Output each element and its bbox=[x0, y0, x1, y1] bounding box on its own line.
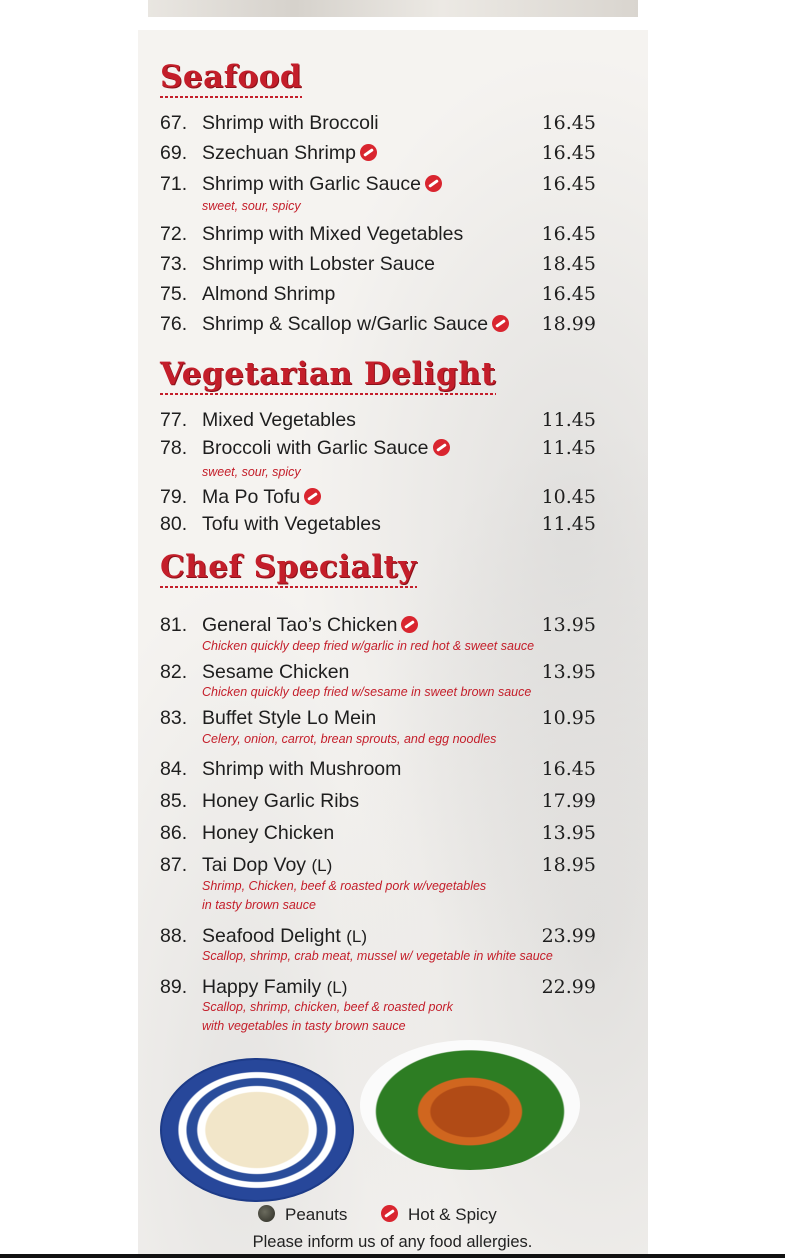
item-name: Almond Shrimp bbox=[202, 283, 336, 305]
item-price: 18.99 bbox=[541, 313, 596, 335]
item-name: Ma Po Tofu bbox=[202, 486, 301, 508]
item-price: 13.95 bbox=[541, 614, 596, 636]
section-title-chef: Chef Specialty bbox=[160, 549, 417, 585]
item-number: 86. bbox=[160, 822, 188, 844]
item-description: Scallop, shrimp, crab meat, mussel w/ vegetable in white sauce bbox=[202, 949, 553, 963]
menu-item bbox=[160, 756, 596, 782]
hot-spicy-icon bbox=[304, 488, 321, 505]
menu-item bbox=[160, 435, 596, 461]
item-name-wrap bbox=[202, 923, 367, 950]
seafood-plate-photo bbox=[160, 1058, 354, 1202]
item-price: 18.95 bbox=[541, 854, 596, 876]
item-description: Chicken quickly deep fried w/garlic in red hot & sweet sauce bbox=[202, 639, 535, 653]
item-description: Shrimp, Chicken, beef & roasted pork w/vegetables bbox=[202, 879, 487, 893]
menu-item bbox=[160, 974, 596, 1000]
item-name-wrap bbox=[202, 612, 418, 638]
item-name: Shrimp & Scallop w/Garlic Sauce bbox=[202, 313, 489, 335]
item-name: Seafood Delight bbox=[202, 925, 341, 947]
item-number: 87. bbox=[160, 854, 188, 876]
item-size-label: (L) bbox=[346, 927, 367, 946]
item-number: 78. bbox=[160, 437, 188, 459]
menu-item bbox=[160, 511, 596, 537]
item-name: Honey Garlic Ribs bbox=[202, 790, 360, 812]
item-number: 67. bbox=[160, 112, 188, 134]
item-description: sweet, sour, spicy bbox=[202, 199, 301, 213]
menu-item bbox=[160, 251, 596, 277]
menu-item bbox=[160, 110, 596, 136]
item-name-wrap bbox=[202, 311, 509, 337]
item-price: 16.45 bbox=[541, 142, 596, 164]
hot-spicy-icon bbox=[401, 616, 418, 633]
hot-spicy-icon bbox=[381, 1205, 398, 1222]
item-name: Sesame Chicken bbox=[202, 661, 350, 683]
item-price: 11.45 bbox=[541, 437, 596, 459]
menu-item bbox=[160, 612, 596, 638]
allergy-notice: Please inform us of any food allergies. bbox=[252, 1233, 533, 1251]
item-name: Shrimp with Garlic Sauce bbox=[202, 173, 421, 195]
item-number: 77. bbox=[160, 409, 188, 431]
item-name: Tofu with Vegetables bbox=[202, 513, 381, 535]
item-name: Shrimp with Mixed Vegetables bbox=[202, 223, 464, 245]
menu-item bbox=[160, 281, 596, 307]
item-number: 85. bbox=[160, 790, 188, 812]
item-number: 72. bbox=[160, 223, 188, 245]
item-price: 11.45 bbox=[541, 513, 596, 535]
item-name: Szechuan Shrimp bbox=[202, 142, 356, 164]
legend-peanuts bbox=[258, 1204, 347, 1226]
item-price: 22.99 bbox=[541, 976, 596, 998]
item-name: Mixed Vegetables bbox=[202, 409, 356, 431]
item-name-wrap bbox=[202, 484, 321, 510]
item-number: 71. bbox=[160, 173, 188, 195]
item-description: Chicken quickly deep fried w/sesame in sweet brown sauce bbox=[202, 685, 532, 699]
item-number: 73. bbox=[160, 253, 188, 275]
item-number: 81. bbox=[160, 614, 188, 636]
item-description-line2: in tasty brown sauce bbox=[202, 898, 316, 912]
menu-item bbox=[160, 311, 596, 337]
item-number: 75. bbox=[160, 283, 188, 305]
section-title-seafood: Seafood bbox=[160, 59, 303, 95]
item-price: 13.95 bbox=[541, 661, 596, 683]
item-price: 23.99 bbox=[541, 925, 596, 947]
item-name: Happy Family bbox=[202, 976, 322, 998]
item-number: 88. bbox=[160, 925, 188, 947]
item-number: 89. bbox=[160, 976, 188, 998]
menu-item bbox=[160, 705, 596, 731]
item-description: Scallop, shrimp, chicken, beef & roasted pork bbox=[202, 1000, 453, 1014]
hot-spicy-icon bbox=[425, 175, 442, 192]
menu-item bbox=[160, 820, 596, 846]
item-price: 16.45 bbox=[541, 112, 596, 134]
bottom-border bbox=[0, 1254, 785, 1258]
item-price: 16.45 bbox=[541, 223, 596, 245]
peanut-icon bbox=[258, 1205, 275, 1222]
item-price: 11.45 bbox=[541, 409, 596, 431]
item-name-wrap bbox=[202, 171, 442, 197]
item-size-label: (L) bbox=[311, 856, 333, 875]
legend-hot-spicy-label: Hot & Spicy bbox=[408, 1205, 497, 1224]
item-name: Shrimp with Broccoli bbox=[202, 112, 379, 134]
item-price: 13.95 bbox=[541, 822, 596, 844]
general-tao-chicken-photo bbox=[360, 1040, 580, 1170]
item-name-wrap bbox=[202, 435, 450, 461]
hot-spicy-icon bbox=[360, 144, 377, 161]
menu-item bbox=[160, 221, 596, 247]
legend-peanuts-label: Peanuts bbox=[285, 1205, 348, 1224]
item-price: 10.45 bbox=[541, 486, 596, 508]
menu-item bbox=[160, 788, 596, 814]
item-price: 18.45 bbox=[541, 253, 596, 275]
menu-item bbox=[160, 407, 596, 433]
item-number: 80. bbox=[160, 513, 188, 535]
item-size-label: (L) bbox=[326, 978, 348, 997]
item-name: Buffet Style Lo Mein bbox=[202, 707, 377, 729]
menu-item bbox=[160, 659, 596, 685]
menu-item bbox=[160, 923, 596, 949]
menu-item bbox=[160, 852, 596, 878]
item-description: Celery, onion, carrot, brean sprouts, and egg noodles bbox=[202, 732, 497, 746]
item-description: sweet, sour, spicy bbox=[202, 465, 301, 479]
item-number: 69. bbox=[160, 142, 188, 164]
item-name: Shrimp with Lobster Sauce bbox=[202, 253, 436, 275]
item-name: Honey Chicken bbox=[202, 822, 335, 844]
hot-spicy-icon bbox=[492, 315, 509, 332]
item-name: General Tao’s Chicken bbox=[202, 614, 398, 636]
item-price: 17.99 bbox=[541, 790, 596, 812]
item-name: Shrimp with Mushroom bbox=[202, 758, 402, 780]
item-price: 16.45 bbox=[541, 758, 596, 780]
hot-spicy-icon bbox=[433, 439, 450, 456]
menu-item bbox=[160, 171, 596, 197]
item-price: 16.45 bbox=[541, 283, 596, 305]
item-number: 79. bbox=[160, 486, 188, 508]
item-number: 84. bbox=[160, 758, 188, 780]
item-description-line2: with vegetables in tasty brown sauce bbox=[202, 1019, 406, 1033]
item-number: 83. bbox=[160, 707, 188, 729]
item-number: 76. bbox=[160, 313, 188, 335]
menu-item bbox=[160, 140, 596, 166]
item-name-wrap bbox=[202, 852, 332, 879]
item-name-wrap bbox=[202, 140, 377, 166]
legend-hot-spicy bbox=[381, 1204, 497, 1226]
section-title-vegetarian: Vegetarian Delight bbox=[160, 356, 496, 392]
item-price: 16.45 bbox=[541, 173, 596, 195]
item-number: 82. bbox=[160, 661, 188, 683]
item-price: 10.95 bbox=[541, 707, 596, 729]
item-name-wrap bbox=[202, 974, 347, 1001]
top-banner-image bbox=[148, 0, 638, 17]
item-name: Tai Dop Voy bbox=[202, 854, 307, 876]
menu-item bbox=[160, 484, 596, 510]
item-name: Broccoli with Garlic Sauce bbox=[202, 437, 429, 459]
